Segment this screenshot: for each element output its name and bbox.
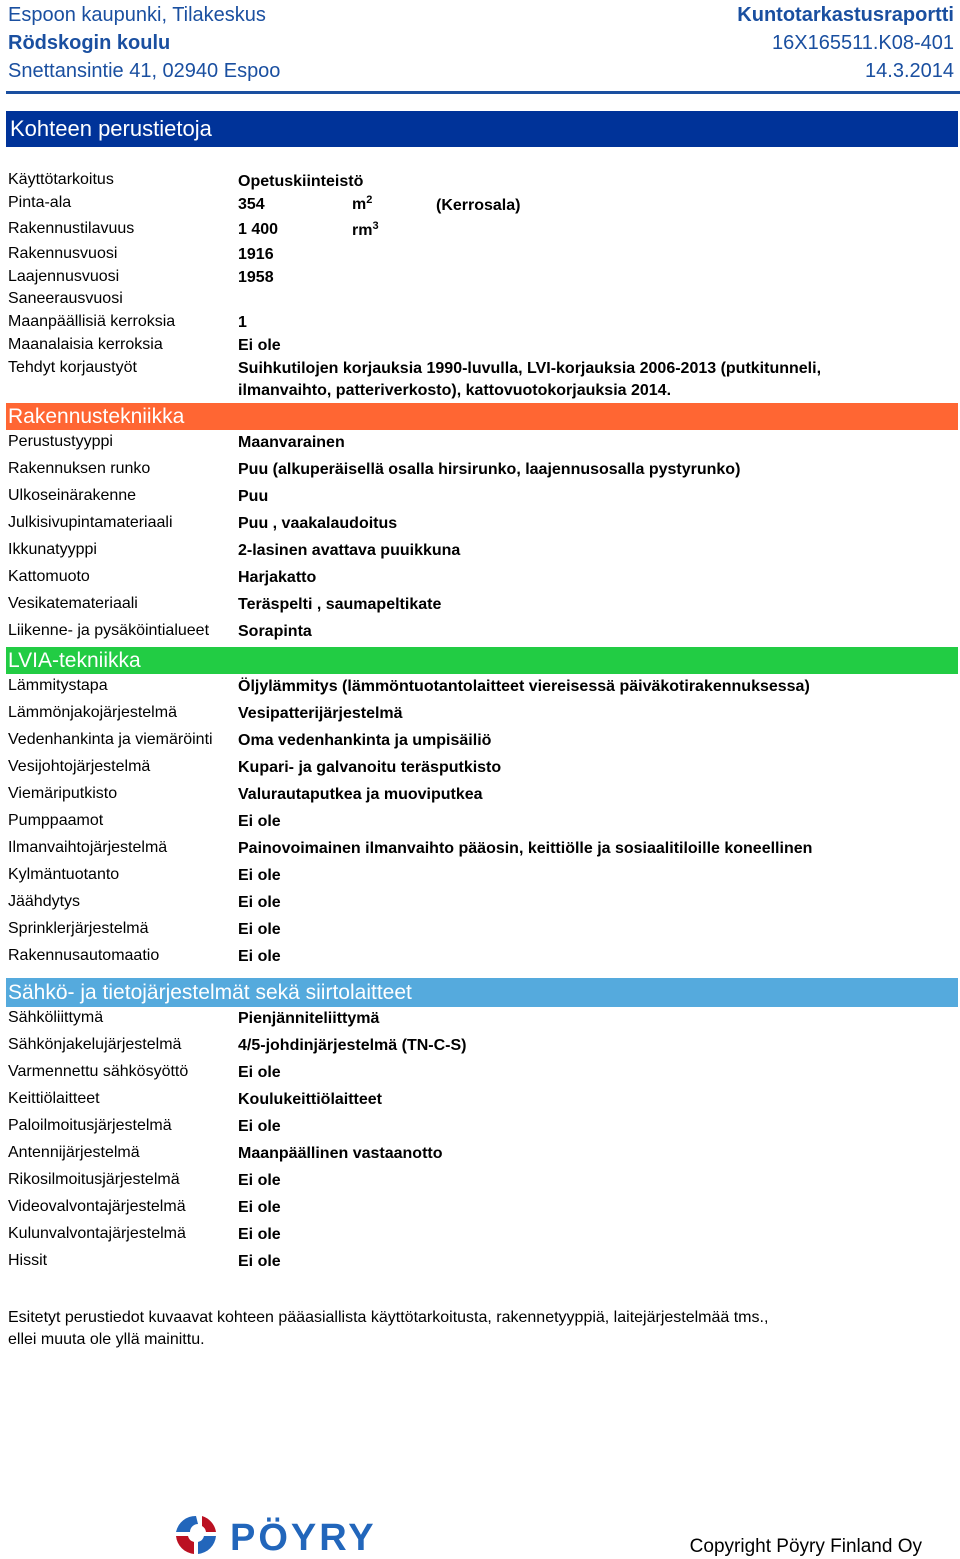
sahko-row-label: Videovalvontajärjestelmä	[8, 1198, 186, 1215]
sahko-row-value: Ei ole	[238, 1253, 281, 1270]
sahko-row-value: Ei ole	[238, 1064, 281, 1081]
sahko-row-value: Ei ole	[238, 1226, 281, 1243]
rakennus-row-value: Puu , vaakalaudoitus	[238, 515, 398, 532]
section-basics-title: Kohteen perustietoja	[6, 111, 958, 147]
sahko-row-label: Kulunvalvontajärjestelmä	[8, 1225, 186, 1242]
org-name: Espoon kaupunki, Tilakeskus	[8, 4, 266, 26]
rakennus-row-value: Harjakatto	[238, 569, 317, 586]
lvia-row-label: Lämmitystapa	[8, 677, 108, 694]
value-tilavuus: 1 400	[238, 221, 279, 238]
poyry-logo	[168, 1510, 448, 1558]
label-laajennusvuosi: Laajennusvuosi	[8, 268, 120, 285]
header-rule	[6, 91, 960, 94]
sahko-row-label: Paloilmoitusjärjestelmä	[8, 1117, 172, 1134]
sahko-row-value: Ei ole	[238, 1199, 281, 1216]
label-kayttotarkoitus: Käyttötarkoitus	[8, 171, 114, 188]
rakennus-row-value: Sorapinta	[238, 623, 312, 640]
rakennus-row-label: Ulkoseinärakenne	[8, 487, 137, 504]
rakennus-row-label: Ikkunatyyppi	[8, 541, 97, 558]
lvia-row-label: Vesijohtojärjestelmä	[8, 758, 151, 775]
lvia-row-value: Ei ole	[238, 894, 281, 911]
section-sahko-title: Sähkö- ja tietojärjestelmät sekä siirtolaitteet	[6, 978, 958, 1007]
unit-pinta-ala: $m^2$	[352, 194, 373, 213]
rakennus-row-value: Teräspelti , saumapeltikate	[238, 596, 442, 613]
lvia-row-value: Ei ole	[238, 867, 281, 884]
lvia-row-label: Ilmanvaihtojärjestelmä	[8, 839, 168, 856]
lvia-row-label: Sprinklerjärjestelmä	[8, 920, 149, 937]
sahko-row-value: Ei ole	[238, 1118, 281, 1135]
sahko-row-value: Koulukeittiölaitteet	[238, 1091, 383, 1108]
rakennus-row-value: Puu	[238, 488, 269, 505]
value-pinta-ala: 354	[238, 196, 265, 213]
label-korjaukset: Tehdyt korjaustyöt	[8, 359, 137, 376]
label-pinta-ala: Pinta-ala	[8, 194, 72, 211]
unit-tilavuus: $rm^3$	[352, 220, 379, 239]
sahko-row-label: Rikosilmoitusjärjestelmä	[8, 1171, 180, 1188]
report-title: Kuntotarkastusraportti	[737, 4, 954, 26]
value-maanalaiset: Ei ole	[238, 337, 281, 354]
sahko-row-label: Sähköliittymä	[8, 1009, 104, 1026]
sahko-row-label: Sähkönjakelujärjestelmä	[8, 1036, 182, 1053]
copyright: Copyright Pöyry Finland Oy	[689, 1536, 922, 1557]
sahko-row-value: Pienjänniteliittymä	[238, 1010, 380, 1027]
label-saneerausvuosi: Saneerausvuosi	[8, 290, 123, 307]
value-laajennusvuosi: 1958	[238, 269, 274, 286]
lvia-row-label: Kylmäntuotanto	[8, 866, 120, 883]
rakennus-row-label: Liikenne- ja pysäköintialueet	[8, 622, 210, 639]
sahko-row-label: Antennijärjestelmä	[8, 1144, 140, 1161]
address: Snettansintie 41, 02940 Espoo	[8, 60, 281, 82]
poyry-logo-text: PÖYRY	[230, 1517, 377, 1558]
value-rakennusvuosi: 1916	[238, 246, 274, 263]
rakennus-row-label: Rakennuksen runko	[8, 460, 151, 477]
label-kerrokset: Maanpäällisiä kerroksia	[8, 313, 176, 330]
rakennus-row-value: 2-lasinen avattava puuikkuna	[238, 542, 461, 559]
rakennus-row-value: Puu (alkuperäisellä osalla hirsirunko, laajennusosalla pystyrunko)	[238, 461, 741, 478]
sahko-row-value: Ei ole	[238, 1172, 281, 1189]
sahko-row-value: 4/5-johdinjärjestelmä (TN-C-S)	[238, 1037, 467, 1054]
footer-note-line2: ellei muuta ole yllä mainittu.	[8, 1331, 205, 1348]
sahko-row-label: Varmennettu sähkösyöttö	[8, 1063, 189, 1080]
lvia-row-value: Oma vedenhankinta ja umpisäiliö	[238, 732, 492, 749]
sahko-row-label: Keittiölaitteet	[8, 1090, 100, 1107]
rakennus-row-value: Maanvarainen	[238, 434, 345, 451]
lvia-row-value: Painovoimainen ilmanvaihto pääosin, keittiölle ja sosiaalitiloille koneellinen	[238, 840, 813, 857]
rakennus-row-label: Vesikatemateriaali	[8, 595, 138, 612]
value-kerrokset: 1	[238, 314, 247, 331]
report-code: 16X165511.K08-401	[771, 32, 954, 54]
note-pinta-ala: (Kerrosala)	[436, 197, 521, 214]
lvia-row-label: Jäähdytys	[8, 893, 81, 910]
lvia-row-value: Öljylämmitys (lämmöntuotantolaitteet viereisessä päiväkotirakennuksessa)	[238, 678, 810, 695]
lvia-row-value: Kupari- ja galvanoitu teräsputkisto	[238, 759, 502, 776]
lvia-row-value: Valurautaputkea ja muoviputkea	[238, 786, 483, 803]
lvia-row-value: Vesipatterijärjestelmä	[238, 705, 403, 722]
rakennus-row-label: Kattomuoto	[8, 568, 90, 585]
report-date: 14.3.2014	[865, 60, 954, 82]
lvia-row-value: Ei ole	[238, 921, 281, 938]
lvia-row-label: Rakennusautomaatio	[8, 947, 160, 964]
lvia-row-label: Vedenhankinta ja viemäröinti	[8, 731, 213, 748]
footer-note-line1: Esitetyt perustiedot kuvaavat kohteen pääasiallista käyttötarkoitusta, rakennetyyppiä, laitejärjestelmää tms.,	[8, 1309, 769, 1326]
lvia-row-label: Lämmönjakojärjestelmä	[8, 704, 177, 721]
value-korjaukset-line2: ilmanvaihto, patteriverkosto), kattovuotokorjauksia 2014.	[238, 382, 672, 399]
label-maanalaiset: Maanalaisia kerroksia	[8, 336, 163, 353]
sahko-row-value: Maanpäällinen vastaanotto	[238, 1145, 443, 1162]
rakennus-row-label: Perustustyyppi	[8, 433, 113, 450]
footer-note	[8, 1307, 908, 1351]
value-kayttotarkoitus: Opetuskiinteistö	[238, 173, 364, 190]
poyry-logo-icon	[176, 1516, 216, 1554]
lvia-row-label: Viemäriputkisto	[8, 785, 118, 802]
building-name: Rödskogin koulu	[8, 32, 171, 54]
label-tilavuus: Rakennustilavuus	[8, 220, 135, 237]
section-lvia-title: LVIA-tekniikka	[6, 647, 958, 674]
sahko-row-label: Hissit	[8, 1252, 48, 1269]
section-rakennustekniikka-title: Rakennustekniikka	[6, 403, 958, 430]
rakennus-row-label: Julkisivupintamateriaali	[8, 514, 173, 531]
value-korjaukset-line1: Suihkutilojen korjauksia 1990-luvulla, LVI-korjauksia 2006-2013 (putkitunneli,	[238, 360, 822, 377]
label-rakennusvuosi: Rakennusvuosi	[8, 245, 118, 262]
lvia-row-value: Ei ole	[238, 813, 281, 830]
lvia-row-value: Ei ole	[238, 948, 281, 965]
lvia-row-label: Pumppaamot	[8, 812, 104, 829]
